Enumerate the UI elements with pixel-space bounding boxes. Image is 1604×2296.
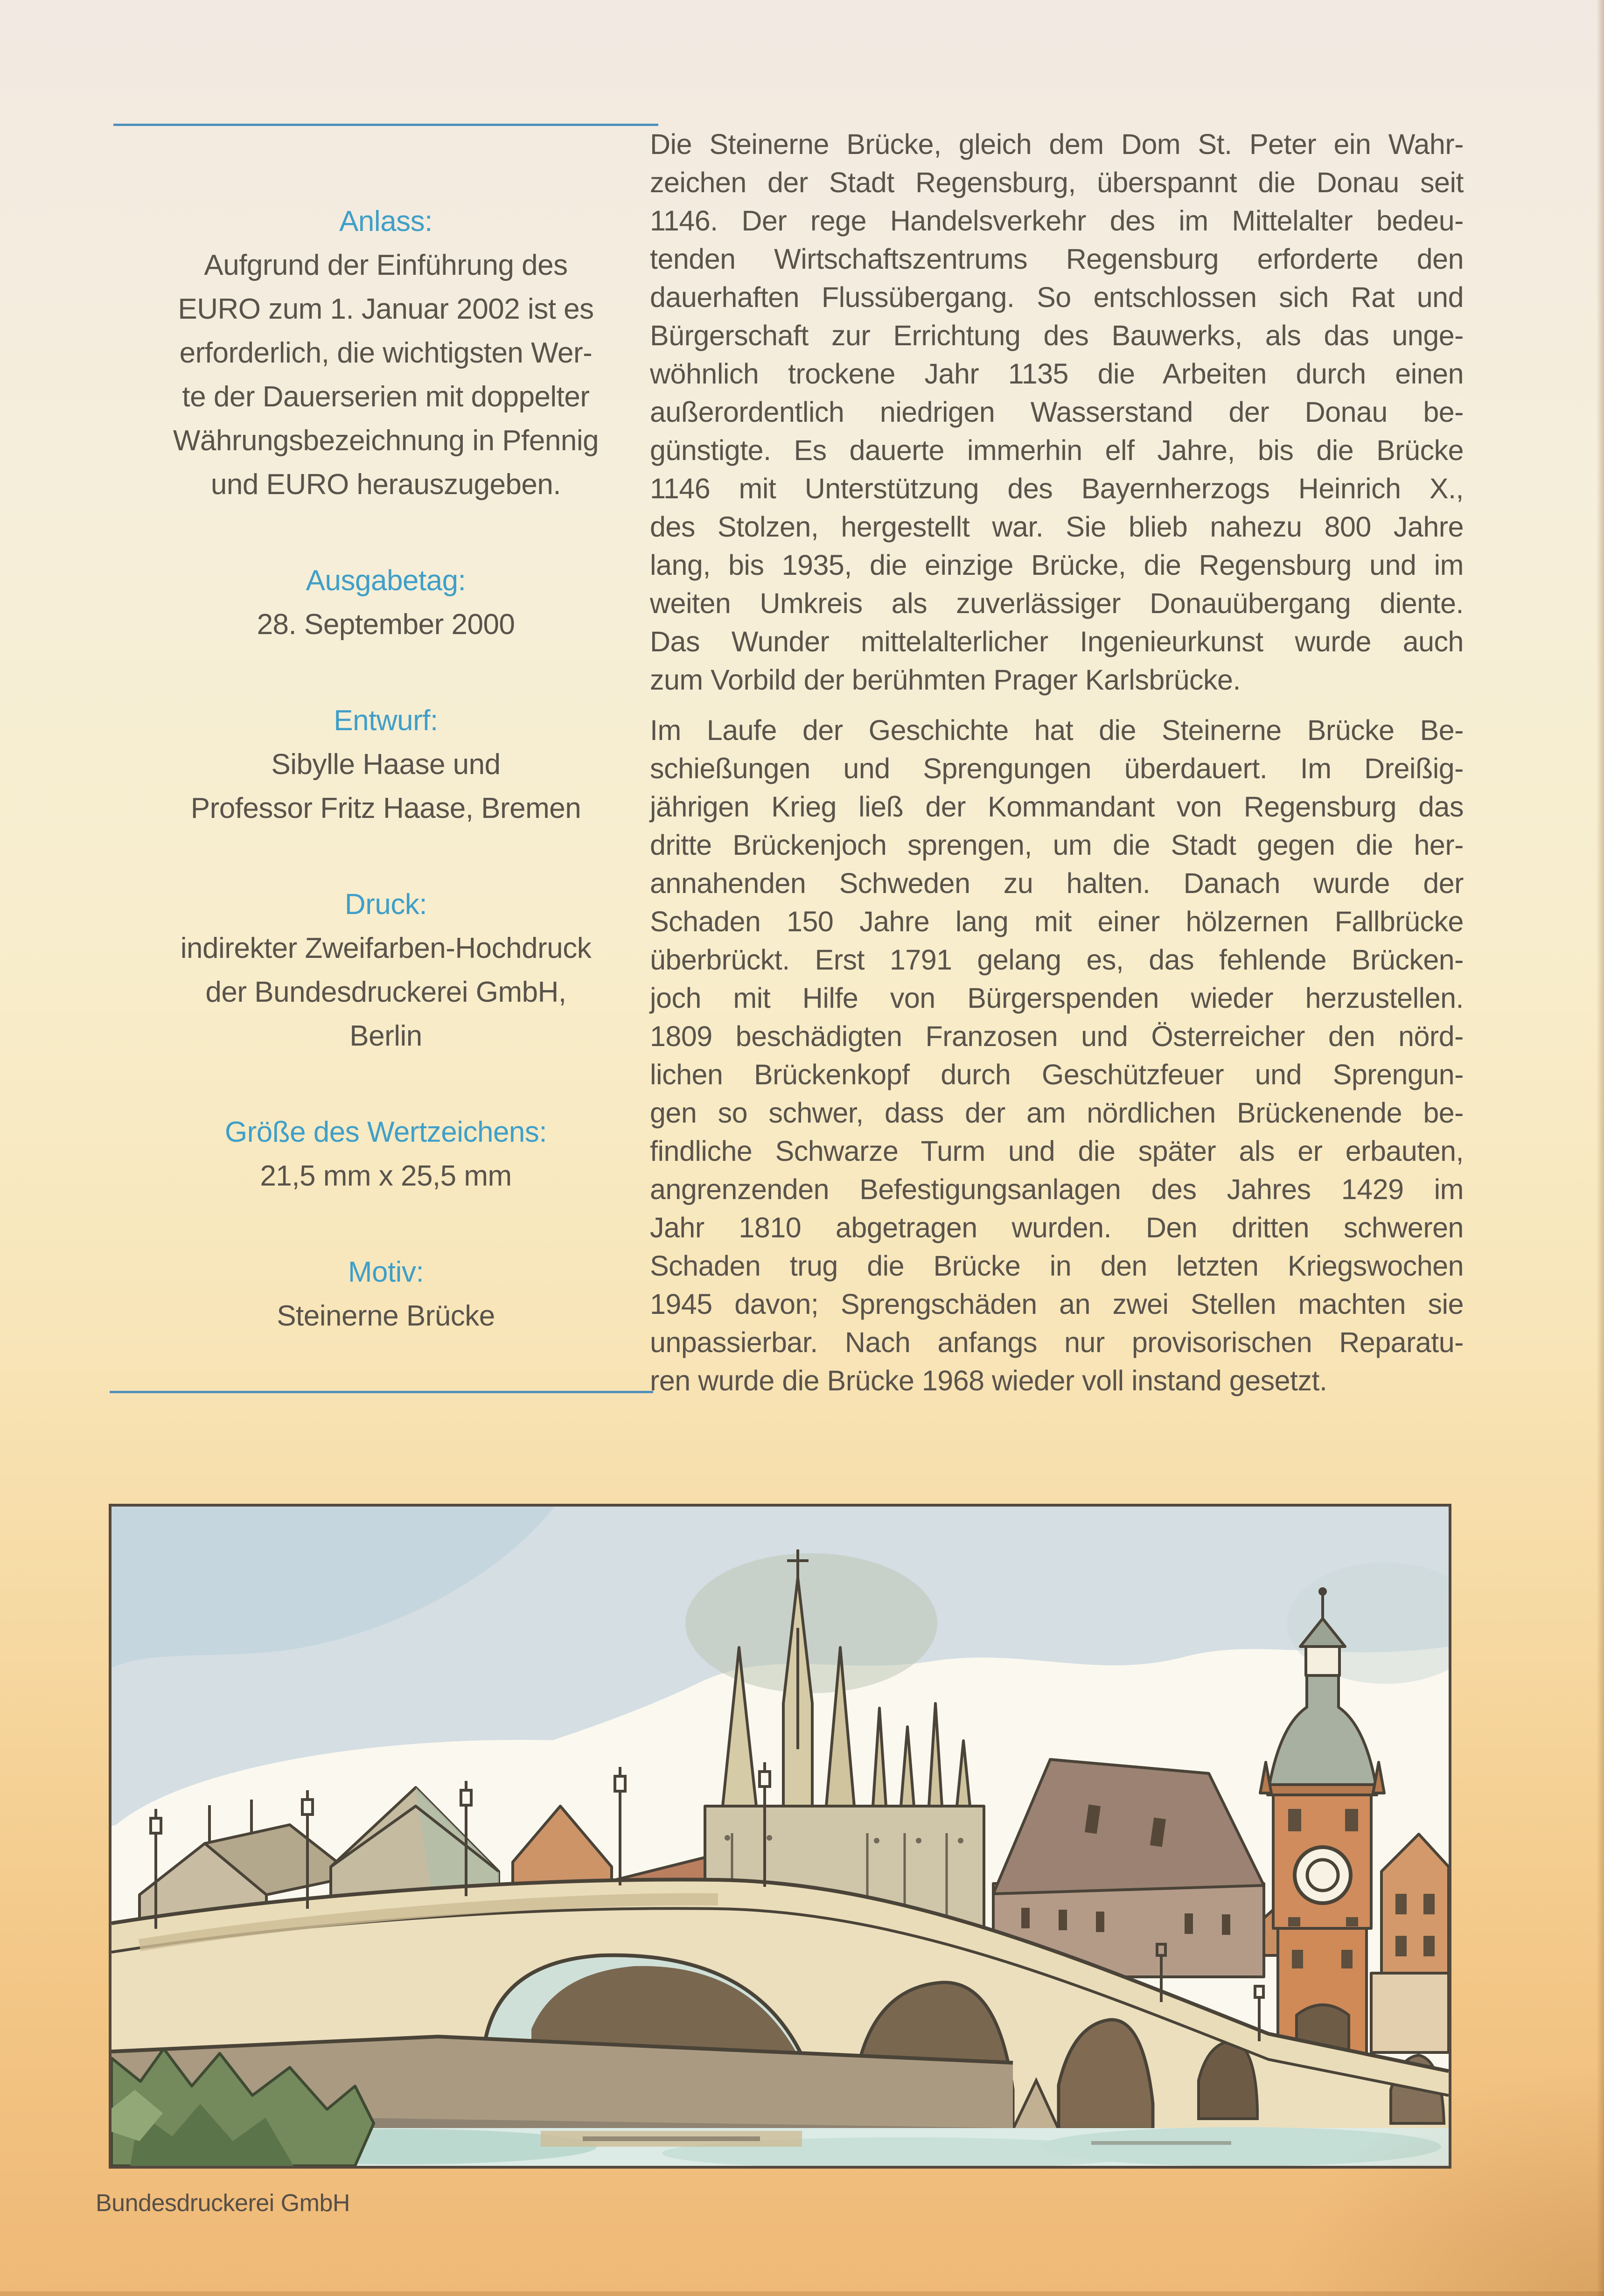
info-section-label: Motiv: (348, 1256, 424, 1288)
article-line: Im Laufe der Geschichte hat die Steinerne Brücke Be- (650, 714, 1464, 746)
info-section-line: EURO zum 1. Januar 2002 ist es (178, 293, 594, 325)
info-section (113, 1110, 658, 1198)
info-section (113, 559, 658, 647)
article-line: Schaden trug die Brücke in den letzten Kriegswochen (650, 1250, 1464, 1282)
info-section-label: Größe des Wertzeichens: (224, 1116, 547, 1148)
article-line: zeichen der Stadt Regensburg, überspannt die Donau seit (650, 167, 1464, 198)
bridge-watercolor-svg (112, 1507, 1449, 2166)
info-section-line: indirekter Zweifarben-Hochdruck (180, 932, 592, 964)
article-line: schießungen und Sprengungen überdauert. Im Dreißig- (650, 753, 1464, 784)
article-line: wöhnlich trockene Jahr 1135 die Arbeiten durch einen (650, 358, 1464, 390)
article-line: überbrückt. Erst 1791 gelang es, das fehlende Brücken- (650, 944, 1464, 976)
info-panel (113, 200, 658, 1390)
info-section-line: 21,5 mm x 25,5 mm (260, 1160, 512, 1192)
article-line: günstigte. Es dauerte immerhin elf Jahre, bis die Brücke (650, 434, 1464, 466)
article-line: Das Wunder mittelalterlicher Ingenieurkunst wurde auch (650, 626, 1464, 657)
illustration-caption: Bundesdruckerei GmbH (96, 2190, 350, 2217)
info-section-line: Professor Fritz Haase, Bremen (190, 792, 581, 824)
info-section (113, 883, 658, 1058)
article-line: 1809 beschädigten Franzosen und Österreicher den nörd- (650, 1020, 1464, 1052)
article-line: Die Steinerne Brücke, gleich dem Dom St. Peter ein Wahr- (650, 128, 1464, 160)
article-line: findliche Schwarze Turm und die später als er erbauten, (650, 1135, 1464, 1167)
info-section-line: Steinerne Brücke (277, 1300, 495, 1332)
info-sections (113, 200, 658, 1338)
info-section-line: erforderlich, die wichtigsten Wer- (179, 337, 593, 369)
article (650, 125, 1464, 1412)
top-divider (113, 124, 658, 126)
article-line: tenden Wirtschaftszentrums Regensburg erforderte den (650, 243, 1464, 275)
article-paragraph (650, 711, 1464, 1400)
info-section-line: Sibylle Haase und (271, 748, 501, 781)
info-section (113, 200, 658, 507)
info-section-label: Ausgabetag: (306, 565, 466, 597)
info-section (113, 1250, 658, 1338)
article-line: ren wurde die Brücke 1968 wieder voll instand gesetzt. (650, 1365, 1327, 1396)
article-line: 1146 mit Unterstützung des Bayernherzogs Heinrich X., (650, 473, 1464, 504)
article-line: lang, bis 1935, die einzige Brücke, die Regensburg und im (650, 549, 1464, 581)
article-paragraph (650, 125, 1464, 699)
article-line: dritte Brückenjoch sprengen, um die Stadt gegen die her- (650, 829, 1464, 861)
article-line: außerordentlich niedrigen Wasserstand der Donau be- (650, 396, 1464, 428)
article-line: lichen Brückenkopf durch Geschützfeuer und Sprengun- (650, 1059, 1464, 1090)
article-line: zum Vorbild der berühmten Prager Karlsbrücke. (650, 664, 1241, 696)
info-section-line: Berlin (349, 1020, 422, 1052)
info-section-label: Anlass: (339, 205, 432, 237)
article-line: unpassierbar. Nach anfangs nur provisorischen Reparatu- (650, 1326, 1464, 1358)
bridge-illustration (109, 1504, 1451, 2169)
scan-corner-shade (1277, 2063, 1604, 2296)
article-line: 1146. Der rege Handelsverkehr des im Mittelalter bedeu- (650, 205, 1464, 237)
info-section-line: der Bundesdruckerei GmbH, (205, 976, 566, 1008)
article-line: joch mit Hilfe von Bürgerspenden wieder herzustellen. (650, 982, 1464, 1014)
article-line: gen so schwer, dass der am nördlichen Brückenende be- (650, 1097, 1464, 1129)
scan-edge-right (1597, 0, 1604, 2296)
article-line: Schaden 150 Jahre lang mit einer hölzernen Fallbrücke (650, 906, 1464, 937)
info-section-label: Entwurf: (334, 705, 438, 737)
article-line: jährigen Krieg ließ der Kommandant von Regensburg das (650, 791, 1464, 823)
article-line: Jahr 1810 abgetragen wurden. Den dritten schweren (650, 1212, 1464, 1243)
article-line: weiten Umkreis als zuverlässiger Donauübergang diente. (650, 587, 1464, 619)
info-section-line: Aufgrund der Einführung des (204, 249, 568, 281)
info-section-line: und EURO herauszugeben. (210, 468, 561, 501)
article-line: Bürgerschaft zur Errichtung des Bauwerks, als das unge- (650, 320, 1464, 351)
bottom-divider (110, 1391, 653, 1393)
info-section (113, 699, 658, 830)
article-line: angrenzenden Befestigungsanlagen des Jahres 1429 im (650, 1173, 1464, 1205)
info-section-line: Währungsbezeichnung in Pfennig (173, 425, 599, 457)
article-text (650, 125, 1464, 1400)
article-line: des Stolzen, hergestellt war. Sie blieb nahezu 800 Jahre (650, 511, 1464, 543)
article-line: dauerhaften Flussübergang. So entschlossen sich Rat und (650, 281, 1464, 313)
info-section-label: Druck: (344, 888, 427, 921)
article-line: annahenden Schweden zu halten. Danach wurde der (650, 867, 1464, 899)
info-section-line: te der Dauerserien mit doppelter (182, 381, 590, 413)
info-section-line: 28. September 2000 (257, 608, 515, 641)
article-line: 1945 davon; Sprengschäden an zwei Stellen machten sie (650, 1288, 1464, 1320)
